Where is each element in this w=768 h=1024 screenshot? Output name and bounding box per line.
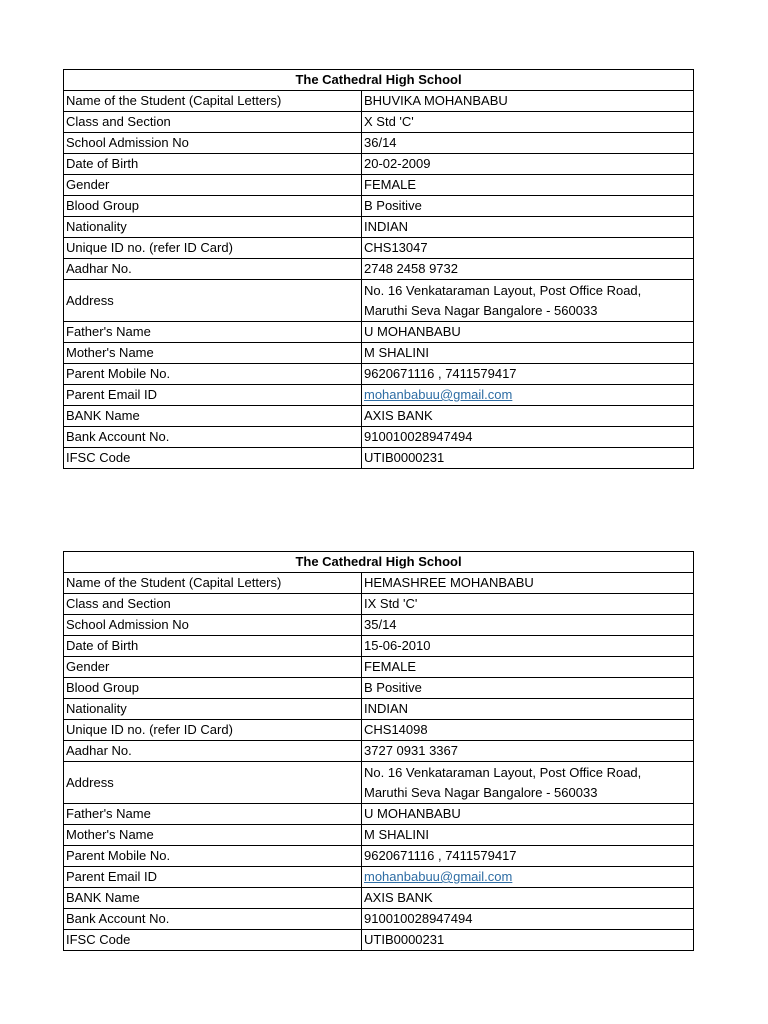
table-row — [64, 888, 694, 909]
field-label: Parent Mobile No. — [64, 364, 362, 385]
unique-id-value: CHS14098 — [362, 720, 694, 741]
nationality-value: INDIAN — [362, 217, 694, 238]
field-label: Mother's Name — [64, 343, 362, 364]
field-label: Nationality — [64, 699, 362, 720]
table-row — [64, 259, 694, 280]
field-label: Name of the Student (Capital Letters) — [64, 91, 362, 112]
table-row — [64, 825, 694, 846]
aadhar-value: 2748 2458 9732 — [362, 259, 694, 280]
class-value: IX Std 'C' — [362, 594, 694, 615]
gender-value: FEMALE — [362, 657, 694, 678]
student-name-value: BHUVIKA MOHANBABU — [362, 91, 694, 112]
field-label: Aadhar No. — [64, 259, 362, 280]
address-line-2: Maruthi Seva Nagar Bangalore - 560033 — [364, 302, 598, 318]
mother-name-value: M SHALINI — [362, 825, 694, 846]
address-line-1: No. 16 Venkataraman Layout, Post Office Road, — [364, 282, 642, 298]
gender-value: FEMALE — [362, 175, 694, 196]
table-row — [64, 930, 694, 951]
admission-value: 36/14 — [362, 133, 694, 154]
field-label: School Admission No — [64, 615, 362, 636]
field-label: IFSC Code — [64, 448, 362, 469]
field-label: Class and Section — [64, 112, 362, 133]
table-title-row — [64, 552, 694, 573]
table-row — [64, 909, 694, 930]
table-row — [64, 238, 694, 259]
field-label: Bank Account No. — [64, 909, 362, 930]
field-label: Parent Mobile No. — [64, 846, 362, 867]
nationality-value: INDIAN — [362, 699, 694, 720]
account-number-value: 910010028947494 — [362, 427, 694, 448]
table-row — [64, 322, 694, 343]
student-name-value: HEMASHREE MOHANBABU — [362, 573, 694, 594]
mother-name-value: M SHALINI — [362, 343, 694, 364]
field-label: Name of the Student (Capital Letters) — [64, 573, 362, 594]
email-value — [362, 867, 694, 888]
address-value — [362, 762, 694, 804]
bank-name-value: AXIS BANK — [362, 888, 694, 909]
field-label: Unique ID no. (refer ID Card) — [64, 238, 362, 259]
account-number-value: 910010028947494 — [362, 909, 694, 930]
table-row — [64, 678, 694, 699]
field-label: Nationality — [64, 217, 362, 238]
field-label: BANK Name — [64, 406, 362, 427]
father-name-value: U MOHANBABU — [362, 322, 694, 343]
table-row — [64, 364, 694, 385]
table-row — [64, 720, 694, 741]
aadhar-value: 3727 0931 3367 — [362, 741, 694, 762]
field-label: IFSC Code — [64, 930, 362, 951]
field-label: Aadhar No. — [64, 741, 362, 762]
address-line-1: No. 16 Venkataraman Layout, Post Office Road, — [364, 764, 642, 780]
field-label: Date of Birth — [64, 636, 362, 657]
field-label: Parent Email ID — [64, 385, 362, 406]
field-label: Father's Name — [64, 804, 362, 825]
blood-group-value: B Positive — [362, 678, 694, 699]
field-label: Gender — [64, 175, 362, 196]
field-label: Date of Birth — [64, 154, 362, 175]
father-name-value: U MOHANBABU — [362, 804, 694, 825]
table-row — [64, 573, 694, 594]
email-value — [362, 385, 694, 406]
field-label: Address — [64, 762, 362, 804]
table-row — [64, 867, 694, 888]
table-row — [64, 280, 694, 322]
address-line-2: Maruthi Seva Nagar Bangalore - 560033 — [364, 784, 598, 800]
table-row — [64, 741, 694, 762]
email-link[interactable]: mohanbabuu@gmail.com — [364, 387, 513, 402]
class-value: X Std 'C' — [362, 112, 694, 133]
table-row — [64, 846, 694, 867]
table-row — [64, 699, 694, 720]
table-row — [64, 427, 694, 448]
field-label: Gender — [64, 657, 362, 678]
table-row — [64, 636, 694, 657]
email-link[interactable]: mohanbabuu@gmail.com — [364, 869, 513, 884]
field-label: Blood Group — [64, 678, 362, 699]
student-record-table — [63, 551, 694, 951]
table-row — [64, 217, 694, 238]
field-label: BANK Name — [64, 888, 362, 909]
field-label: Father's Name — [64, 322, 362, 343]
table-row — [64, 448, 694, 469]
table-row — [64, 594, 694, 615]
field-label: Class and Section — [64, 594, 362, 615]
address-value — [362, 280, 694, 322]
table-row — [64, 762, 694, 804]
dob-value: 20-02-2009 — [362, 154, 694, 175]
table-row — [64, 154, 694, 175]
table-row — [64, 406, 694, 427]
field-label: Bank Account No. — [64, 427, 362, 448]
field-label: Unique ID no. (refer ID Card) — [64, 720, 362, 741]
field-label: Address — [64, 280, 362, 322]
table-title-row — [64, 70, 694, 91]
blood-group-value: B Positive — [362, 196, 694, 217]
mobile-value: 9620671116 , 7411579417 — [362, 846, 694, 867]
table-row — [64, 133, 694, 154]
student-record-table — [63, 69, 694, 469]
school-title: The Cathedral High School — [64, 552, 694, 573]
table-row — [64, 615, 694, 636]
ifsc-value: UTIB0000231 — [362, 930, 694, 951]
bank-name-value: AXIS BANK — [362, 406, 694, 427]
ifsc-value: UTIB0000231 — [362, 448, 694, 469]
field-label: School Admission No — [64, 133, 362, 154]
mobile-value: 9620671116 , 7411579417 — [362, 364, 694, 385]
table-row — [64, 175, 694, 196]
table-row — [64, 657, 694, 678]
field-label: Parent Email ID — [64, 867, 362, 888]
table-row — [64, 112, 694, 133]
table-row — [64, 91, 694, 112]
unique-id-value: CHS13047 — [362, 238, 694, 259]
table-row — [64, 804, 694, 825]
table-row — [64, 343, 694, 364]
table-row — [64, 196, 694, 217]
field-label: Blood Group — [64, 196, 362, 217]
school-title: The Cathedral High School — [64, 70, 694, 91]
admission-value: 35/14 — [362, 615, 694, 636]
field-label: Mother's Name — [64, 825, 362, 846]
table-row — [64, 385, 694, 406]
dob-value: 15-06-2010 — [362, 636, 694, 657]
